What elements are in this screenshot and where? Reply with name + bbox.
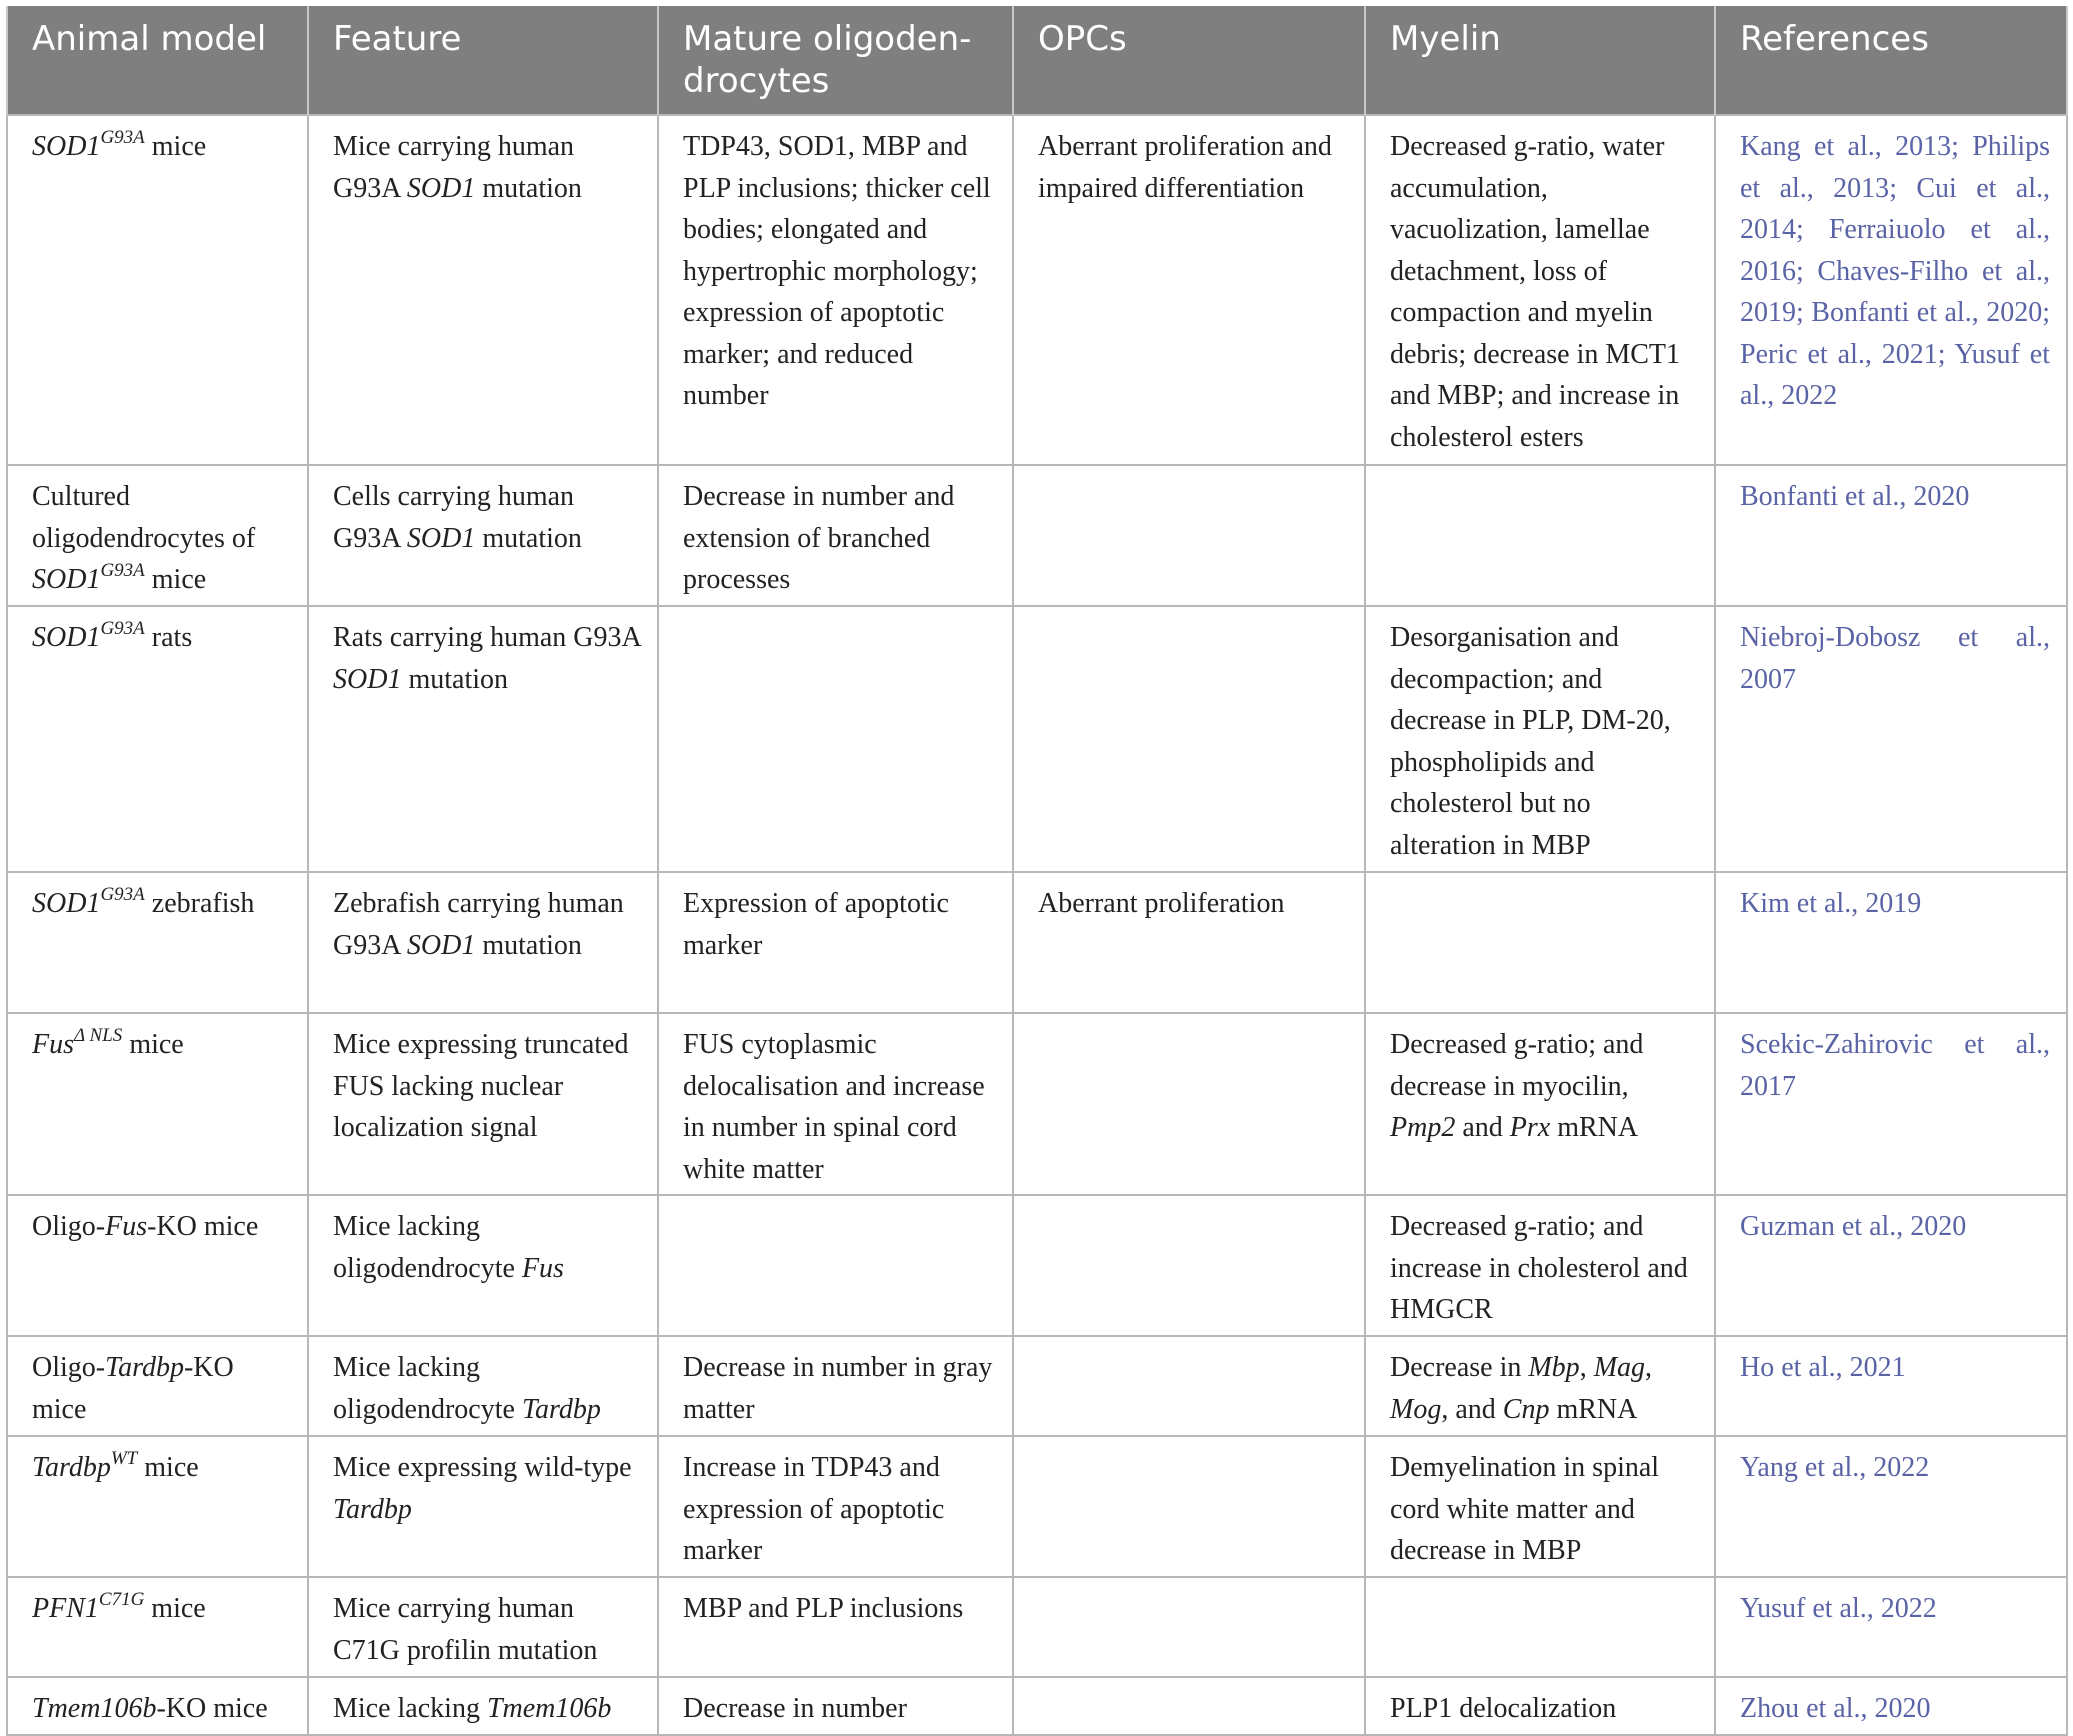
cell-references xyxy=(1715,872,2067,1013)
cell-feature: Mice lacking Tmem106b xyxy=(308,1677,658,1735)
cell-references xyxy=(1715,1195,2067,1336)
table-row xyxy=(7,115,2067,465)
cell-references xyxy=(1715,1336,2067,1436)
cell-feature: Mice carrying human G93A SOD1 mutation xyxy=(308,115,658,465)
header-opcs: OPCs xyxy=(1013,6,1365,115)
table-row xyxy=(7,872,2067,1013)
cell-myelin: Decreased g-ratio, water accumulation, vacuolization, lamellae detachment, loss of compaction and myelin debris; decrease in MCT1 and MBP; and increase in cholesterol esters xyxy=(1365,115,1715,465)
cell-opcs xyxy=(1013,1577,1365,1677)
cell-feature: Mice carrying human C71G profilin mutation xyxy=(308,1577,658,1677)
cell-opcs: Aberrant proliferation and impaired differentiation xyxy=(1013,115,1365,465)
reference-link[interactable]: Scekic-Zahirovic et al., 2017 xyxy=(1740,1029,2050,1102)
table-row xyxy=(7,606,2067,872)
cell-references xyxy=(1715,465,2067,606)
cell-myelin: PLP1 delocalization xyxy=(1365,1677,1715,1735)
reference-link[interactable]: Niebroj-Dobosz et al., 2007 xyxy=(1740,622,2050,695)
cell-myelin: Demyelination in spinal cord white matter and decrease in MBP xyxy=(1365,1436,1715,1577)
reference-link[interactable]: Peric et al., 2021 xyxy=(1740,338,1938,370)
header-mature-oligodendrocytes: Mature oligoden-drocytes xyxy=(658,6,1013,115)
cell-animal-model: $SOD1^{G93A}$ mice xyxy=(7,115,308,465)
cell-feature: Cells carrying human G93A SOD1 mutation xyxy=(308,465,658,606)
reference-link[interactable]: Ho et al., 2021 xyxy=(1740,1352,1906,1383)
reference-link[interactable]: Yusuf et al., 2022 xyxy=(1740,1593,1937,1624)
header-myelin: Myelin xyxy=(1365,6,1715,115)
cell-animal-model: $PFN1^{C71G}$ mice xyxy=(7,1577,308,1677)
cell-feature: Mice expressing truncated FUS lacking nuclear localization signal xyxy=(308,1013,658,1195)
cell-animal-model: Cultured oligodendrocytes of $SOD1^{G93A}$ mice xyxy=(7,465,308,606)
header-references: References xyxy=(1715,6,2067,115)
cell-mature-oligodendrocytes xyxy=(658,606,1013,872)
cell-feature: Zebrafish carrying human G93A SOD1 mutation xyxy=(308,872,658,1013)
cell-mature-oligodendrocytes: MBP and PLP inclusions xyxy=(658,1577,1013,1677)
data-table xyxy=(6,6,2068,1736)
cell-myelin: Decrease in Mbp, Mag, Mog, and Cnp mRNA xyxy=(1365,1336,1715,1436)
cell-myelin xyxy=(1365,465,1715,606)
reference-link[interactable]: Yang et al., 2022 xyxy=(1740,1452,1930,1483)
table-row xyxy=(7,1577,2067,1677)
cell-opcs xyxy=(1013,1436,1365,1577)
cell-references xyxy=(1715,1677,2067,1735)
cell-references xyxy=(1715,1436,2067,1577)
cell-mature-oligodendrocytes: Decrease in number in gray matter xyxy=(658,1336,1013,1436)
reference-link[interactable]: Chaves-Filho et al., 2019 xyxy=(1740,255,2050,328)
cell-animal-model: Tmem106b-KO mice xyxy=(7,1677,308,1735)
cell-mature-oligodendrocytes: FUS cytoplasmic delocalisation and increase in number in spinal cord white matter xyxy=(658,1013,1013,1195)
cell-references xyxy=(1715,1577,2067,1677)
reference-link[interactable]: Kang et al., 2013 xyxy=(1740,131,1952,162)
cell-feature: Mice lacking oligodendrocyte Fus xyxy=(308,1195,658,1336)
table-row xyxy=(7,1195,2067,1336)
cell-animal-model: $SOD1^{G93A}$ zebrafish xyxy=(7,872,308,1013)
cell-myelin: Decreased g-ratio; and increase in cholesterol and HMGCR xyxy=(1365,1195,1715,1336)
cell-opcs xyxy=(1013,465,1365,606)
cell-mature-oligodendrocytes: Increase in TDP43 and expression of apoptotic marker xyxy=(658,1436,1013,1577)
reference-link[interactable]: Kim et al., 2019 xyxy=(1740,888,1922,919)
cell-animal-model: Fus$^{\Delta NLS}$ mice xyxy=(7,1013,308,1195)
cell-myelin: Desorganisation and decompaction; and decrease in PLP, DM-20, phospholipids and cholesterol but no alteration in MBP xyxy=(1365,606,1715,872)
cell-myelin: Decreased g-ratio; and decrease in myocilin, Pmp2 and Prx mRNA xyxy=(1365,1013,1715,1195)
table-row xyxy=(7,1436,2067,1577)
cell-animal-model: Oligo-Tardbp-KO mice xyxy=(7,1336,308,1436)
cell-references: Kang et al., 2013; Philips et al., 2013; Cui et al., 2014; Ferraiuolo et al., 2016; Chaves-Filho et al., 2019; Bonfanti et al., 2020; Peric et al., 2021; Yusuf et al., 2022 xyxy=(1715,115,2067,465)
cell-mature-oligodendrocytes: Decrease in number and extension of branched processes xyxy=(658,465,1013,606)
cell-animal-model: Oligo-Fus-KO mice xyxy=(7,1195,308,1336)
cell-feature: Rats carrying human G93A SOD1 mutation xyxy=(308,606,658,872)
cell-mature-oligodendrocytes: Expression of apoptotic marker xyxy=(658,872,1013,1013)
cell-references xyxy=(1715,606,2067,872)
header-feature: Feature xyxy=(308,6,658,115)
cell-opcs xyxy=(1013,1677,1365,1735)
cell-opcs xyxy=(1013,1195,1365,1336)
reference-link[interactable]: Yusuf et al., 2022 xyxy=(1740,338,2050,411)
cell-animal-model: Tardbp$^{WT}$ mice xyxy=(7,1436,308,1577)
table-row xyxy=(7,465,2067,606)
reference-link[interactable]: Cui et al., 2014 xyxy=(1740,172,2050,245)
reference-link[interactable]: Philips et al., 2013 xyxy=(1740,131,2051,204)
reference-link[interactable]: Zhou et al., 2020 xyxy=(1740,1693,1931,1724)
header-row xyxy=(7,6,2067,115)
cell-animal-model: $SOD1^{G93A}$ rats xyxy=(7,606,308,872)
table-row xyxy=(7,1677,2067,1735)
cell-mature-oligodendrocytes xyxy=(658,1195,1013,1336)
cell-myelin xyxy=(1365,1577,1715,1677)
cell-opcs: Aberrant proliferation xyxy=(1013,872,1365,1013)
cell-feature: Mice lacking oligodendrocyte Tardbp xyxy=(308,1336,658,1436)
cell-references xyxy=(1715,1013,2067,1195)
cell-opcs xyxy=(1013,1013,1365,1195)
cell-feature: Mice expressing wild-type Tardbp xyxy=(308,1436,658,1577)
reference-link[interactable]: Bonfanti et al., 2020 xyxy=(1740,481,1970,512)
cell-mature-oligodendrocytes: TDP43, SOD1, MBP and PLP inclusions; thicker cell bodies; elongated and hypertrophic morphology; expression of apoptotic marker; and reduced number xyxy=(658,115,1013,465)
cell-myelin xyxy=(1365,872,1715,1013)
cell-opcs xyxy=(1013,1336,1365,1436)
reference-link[interactable]: Ferraiuolo et al., 2016 xyxy=(1740,214,2050,287)
table-row xyxy=(7,1013,2067,1195)
cell-opcs xyxy=(1013,606,1365,872)
cell-mature-oligodendrocytes: Decrease in number xyxy=(658,1677,1013,1735)
reference-link[interactable]: Bonfanti et al., 2020 xyxy=(1811,297,2043,328)
reference-link[interactable]: Guzman et al., 2020 xyxy=(1740,1211,1967,1242)
header-animal-model: Animal model xyxy=(7,6,308,115)
table-row xyxy=(7,1336,2067,1436)
